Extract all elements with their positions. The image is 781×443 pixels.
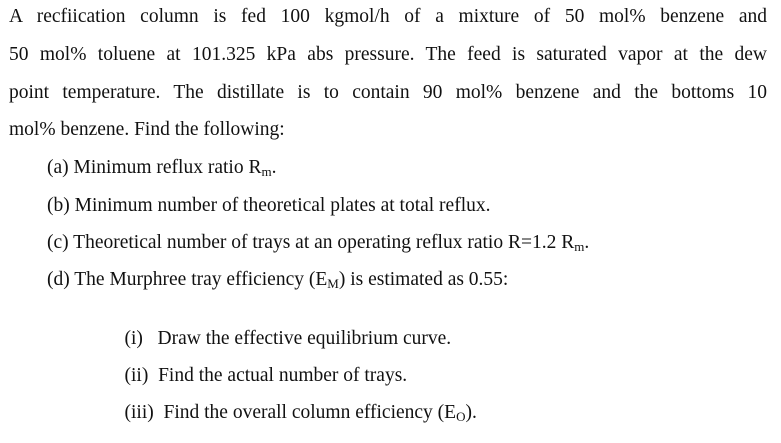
part-d-subscript: M <box>327 276 339 291</box>
part-c-text: (c) Theoretical number of trays at an operating reflux ratio R=1.2 R <box>47 232 575 253</box>
problem-line-2: 50 mol% toluene at 101.325 kPa abs pressure. The feed is saturated vapor at the dew <box>9 44 767 65</box>
subpart-iii <box>105 383 477 442</box>
part-a <box>47 158 276 178</box>
problem-line-3: point temperature. The distillate is to contain 90 mol% benzene and the bottoms 10 <box>9 82 767 103</box>
part-c-end: . <box>584 232 590 253</box>
subpart-iii-subscript: O <box>456 408 466 424</box>
part-c-subscript: m <box>574 239 585 254</box>
part-d-text: (d) The Murphree tray efficiency (E <box>47 269 328 290</box>
part-d-end: ) is estimated as 0.55: <box>338 269 509 290</box>
subpart-iii-end: ). <box>465 401 477 423</box>
subpart-iii-text: (iii) Find the overall column efficiency (E <box>124 401 457 423</box>
problem-line-1: A recfiication column is fed 100 kgmol/h of a mixture of 50 mol% benzene and <box>9 6 767 27</box>
problem-line-4: mol% benzene. Find the following: <box>9 119 285 140</box>
part-b-text: (b) Minimum number of theoretical plates at total reflux. <box>47 195 491 216</box>
part-a-text: (a) Minimum reflux ratio R <box>47 157 262 178</box>
subpart-ii-text: (ii) Find the actual number of trays. <box>124 364 408 386</box>
part-d <box>47 270 508 290</box>
part-c <box>47 233 589 253</box>
part-b <box>47 196 491 216</box>
subpart-i-text: (i) Draw the effective equilibrium curve. <box>124 327 452 349</box>
part-a-end: . <box>271 157 277 178</box>
part-a-subscript: m <box>261 164 272 179</box>
